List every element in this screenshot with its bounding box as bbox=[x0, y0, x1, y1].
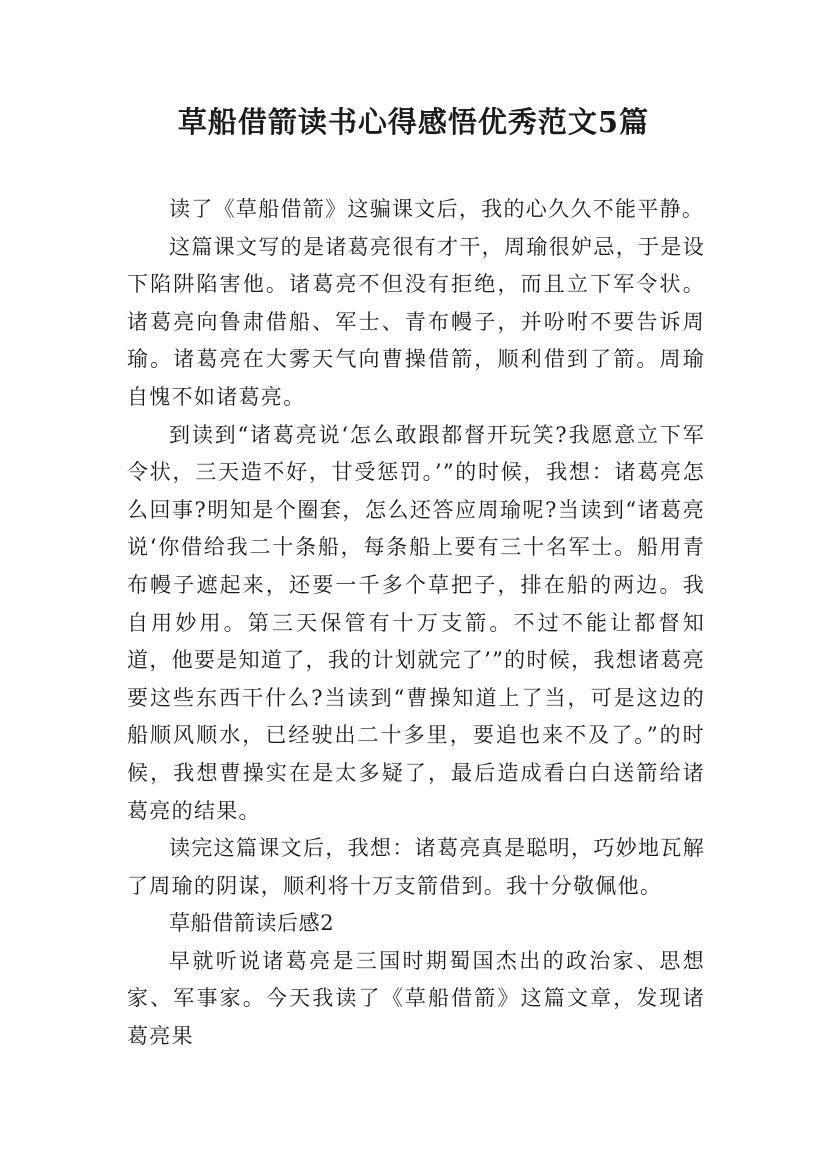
paragraph-2: 这篇课文写的是诸葛亮很有才干，周瑜很妒忌，于是设下陷阱陷害他。诸葛亮不但没有拒绝，而且立下军令状。诸葛亮向鲁肃借船、军士、青布幔子，并吩咐不要告诉周瑜。诸葛亮在大雾天气向曹操借箭，顺利借到了箭。周瑜自愧不如诸葛亮。 bbox=[127, 234, 705, 409]
paragraph-5: 早就听说诸葛亮是三国时期蜀国杰出的政治家、思想家、军事家。今天我读了《草船借箭》这篇文章，发现诸葛亮果 bbox=[127, 948, 705, 1049]
paragraph-1: 读了《草船借箭》这骗课文后，我的心久久不能平静。 bbox=[169, 197, 705, 221]
paragraph-4: 读完这篇课文后，我想：诸葛亮真是聪明，巧妙地瓦解了周瑜的阴谋，顺利将十万支箭借到。我十分敬佩他。 bbox=[127, 836, 705, 898]
document-title: 草船借箭读书心得感悟优秀范文5篇 bbox=[177, 105, 650, 139]
paragraph-3: 到读到“诸葛亮说‘怎么敢跟都督开玩笑?我愿意立下军令状，三天造不好，甘受惩罚。’”的时候，我想：诸葛亮怎么回事?明知是个圈套，怎么还答应周瑜呢?当读到“诸葛亮说‘你借给我二十条船，每条船上要有三十名军士。船用青布幔子遮起来，还要一千多个草把子，排在船的两边。我自用妙用。第三天保管有十万支箭。不过不能让都督知道，他要是知道了，我的计划就完了’”的时候，我想诸葛亮要这些东西干什么?当读到“曹操知道上了当，可是这边的船顺风顺水，已经驶出二十多里，要追也来不及了。”的时候，我想曹操实在是太多疑了，最后造成看白白送箭给诸葛亮的结果。 bbox=[127, 422, 705, 823]
document-body bbox=[127, 191, 705, 1056]
section-heading-2: 草船借箭读后感2 bbox=[169, 911, 335, 936]
